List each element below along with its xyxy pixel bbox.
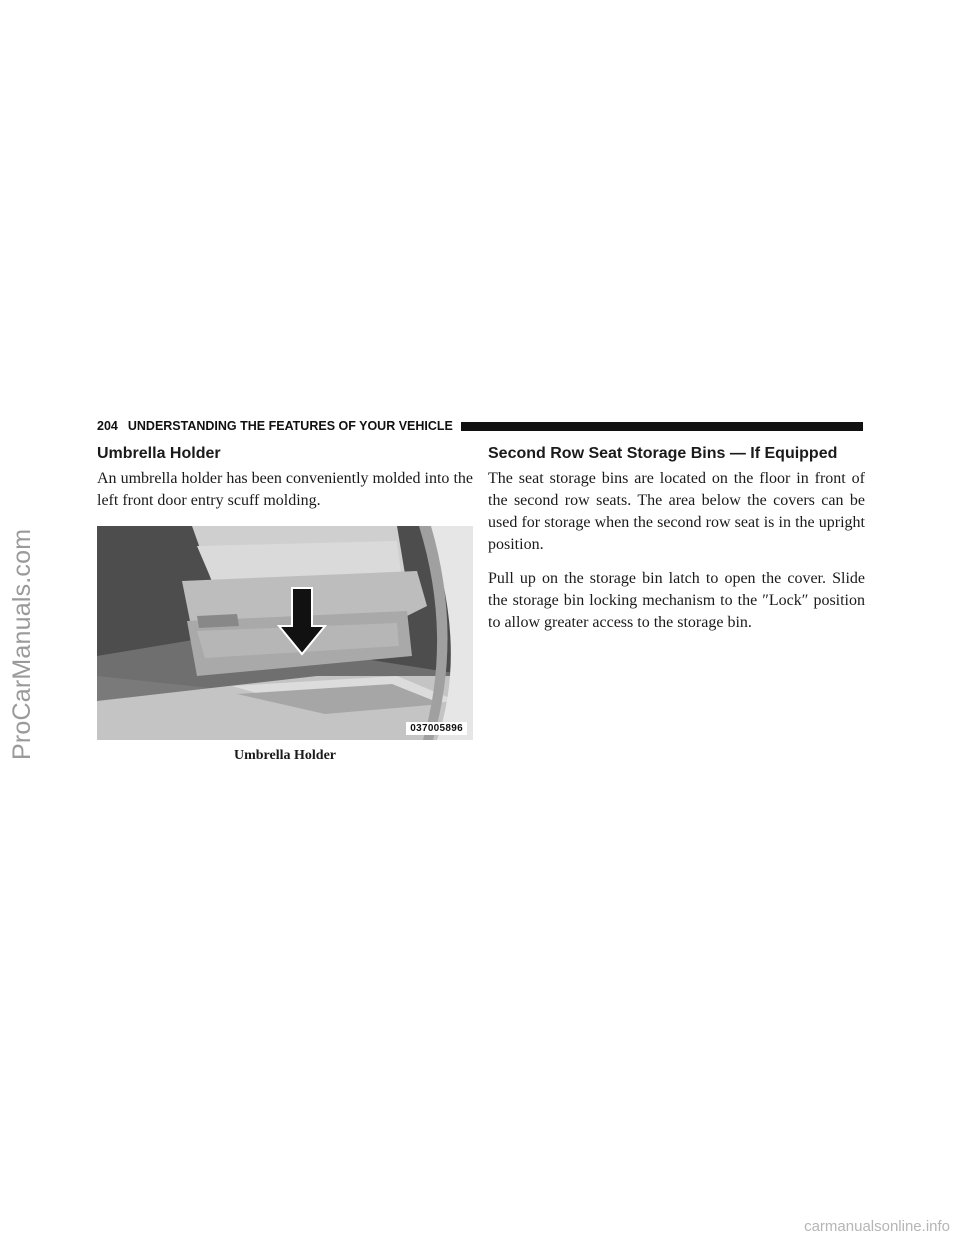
footer-watermark: carmanualsonline.info	[804, 1218, 950, 1235]
storage-bins-paragraph-1: The seat storage bins are located on the floor in front of the second row seats. The area below the covers can be used for storage when the second row seat is in the upright position.	[488, 470, 865, 553]
section-title: UNDERSTANDING THE FEATURES OF YOUR VEHICLE	[127, 419, 453, 433]
right-column	[488, 444, 865, 634]
storage-bins-heading: Second Row Seat Storage Bins — If Equipped	[488, 445, 838, 462]
storage-bins-paragraph-2: Pull up on the storage bin latch to open the cover. Slide the storage bin locking mechanism to the ″Lock″ position to allow greater access to the storage bin.	[488, 570, 865, 631]
umbrella-holder-heading: Umbrella Holder	[97, 445, 221, 462]
left-column	[97, 444, 473, 764]
page-header	[97, 418, 863, 434]
side-watermark: ProCarManuals.com	[8, 528, 36, 760]
figure-caption: Umbrella Holder	[233, 748, 336, 763]
umbrella-holder-figure	[97, 526, 473, 740]
figure-id-label: 037005896	[406, 722, 467, 735]
page-number: 204	[97, 419, 118, 433]
header-rule	[461, 422, 863, 431]
seat-scuff-illustration	[97, 526, 473, 740]
umbrella-holder-paragraph: An umbrella holder has been conveniently molded into the left front door entry scuff molding.	[97, 470, 473, 509]
